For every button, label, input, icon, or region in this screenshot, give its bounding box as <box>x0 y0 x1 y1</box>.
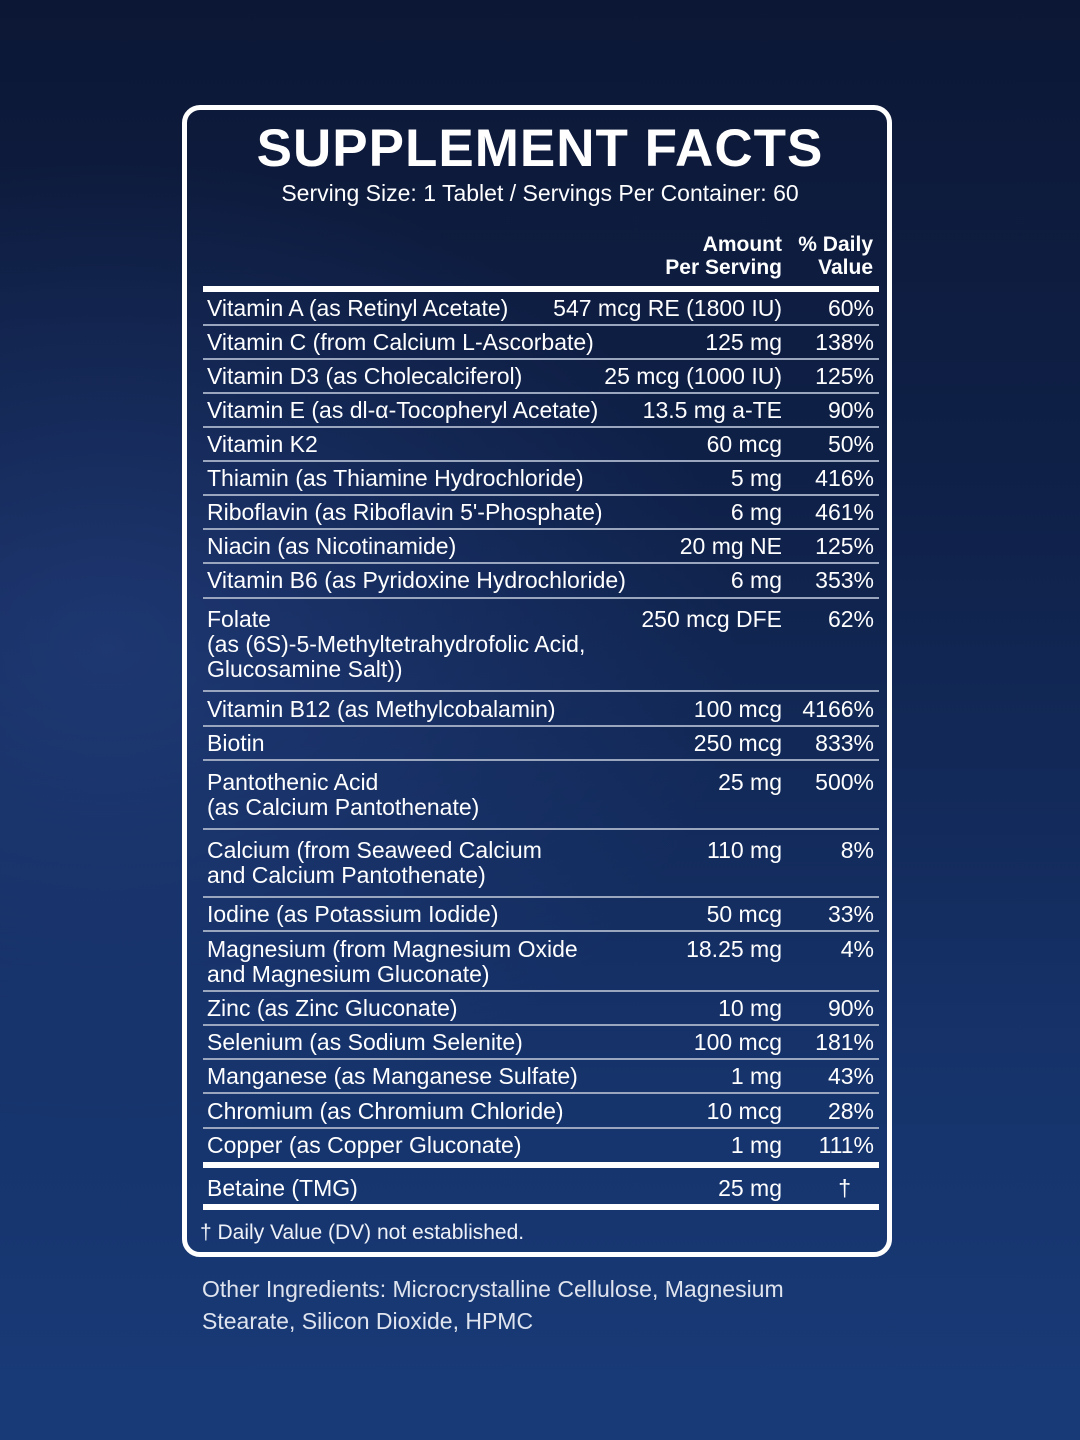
nutrient-daily-value: 43% <box>827 1063 874 1089</box>
nutrient-name: Magnesium (from Magnesium Oxide and Magnesium Gluconate) <box>207 936 578 987</box>
nutrient-amount: 20 mg NE <box>679 533 782 559</box>
nutrient-name: Vitamin B12 (as Methylcobalamin) <box>207 696 556 722</box>
nutrient-daily-value: 461% <box>815 499 874 525</box>
nutrient-daily-value: 60% <box>827 295 874 321</box>
row-divider <box>203 562 879 564</box>
row-divider <box>203 1024 879 1026</box>
nutrient-daily-value: 33% <box>827 901 874 927</box>
nutrient-daily-value: 4166% <box>802 696 874 722</box>
nutrient-name: Folate (as (6S)-5-Methyltetrahydrofolic Acid, Glucosamine Salt)) <box>207 606 586 682</box>
nutrient-daily-value: 90% <box>827 397 874 423</box>
nutrient-name: Calcium (from Seaweed Calcium and Calcium Pantothenate) <box>207 837 542 888</box>
nutrient-name: Chromium (as Chromium Chloride) <box>207 1098 564 1124</box>
row-divider <box>203 725 879 727</box>
row-divider <box>203 324 879 326</box>
nutrient-name: Vitamin B6 (as Pyridoxine Hydrochloride) <box>207 567 626 593</box>
other-ingredients: Other Ingredients: Microcrystalline Cellulose, Magnesium Stearate, Silicon Dioxide, HPMC <box>202 1276 784 1334</box>
nutrient-amount: 250 mcg DFE <box>641 606 782 632</box>
section-thick-divider <box>203 1162 879 1168</box>
nutrient-name: Zinc (as Zinc Gluconate) <box>207 995 458 1021</box>
nutrient-amount: 10 mcg <box>706 1098 782 1124</box>
row-divider <box>203 426 879 428</box>
nutrient-name: Pantothenic Acid (as Calcium Pantothenate) <box>207 769 480 820</box>
row-divider <box>203 597 879 599</box>
row-divider <box>203 358 879 360</box>
nutrient-daily-value: 62% <box>827 606 874 632</box>
row-divider <box>203 460 879 462</box>
nutrient-amount: 547 mcg RE (1800 IU) <box>553 295 782 321</box>
nutrient-name: Iodine (as Potassium Iodide) <box>207 901 499 927</box>
nutrient-amount: 1 mg <box>730 1132 782 1158</box>
nutrient-name: Betaine (TMG) <box>207 1175 358 1201</box>
nutrient-daily-value: 125% <box>815 363 874 389</box>
nutrient-daily-value: 4% <box>840 936 874 962</box>
nutrient-daily-value: 111% <box>818 1132 874 1158</box>
nutrient-amount: 6 mg <box>730 499 782 525</box>
nutrient-daily-value: 28% <box>827 1098 874 1124</box>
row-divider <box>203 1092 879 1094</box>
nutrient-name: Vitamin C (from Calcium L-Ascorbate) <box>207 329 594 355</box>
nutrient-name: Vitamin A (as Retinyl Acetate) <box>207 295 509 321</box>
nutrient-name: Vitamin K2 <box>207 431 318 457</box>
nutrient-daily-value: 90% <box>827 995 874 1021</box>
nutrient-name: Thiamin (as Thiamine Hydrochloride) <box>207 465 584 491</box>
nutrient-amount: 6 mg <box>730 567 782 593</box>
nutrient-amount: 13.5 mg a-TE <box>642 397 782 423</box>
row-divider <box>203 690 879 692</box>
nutrient-amount: 1 mg <box>730 1063 782 1089</box>
nutrient-name: Manganese (as Manganese Sulfate) <box>207 1063 578 1089</box>
nutrient-amount: 25 mcg (1000 IU) <box>604 363 782 389</box>
amount-per-serving-header: Amount Per Serving <box>665 233 782 279</box>
nutrient-amount: 250 mcg <box>693 730 782 756</box>
row-divider <box>203 528 879 530</box>
nutrient-daily-value: 8% <box>840 837 874 863</box>
nutrient-daily-value: 138% <box>815 329 874 355</box>
nutrient-amount: 100 mcg <box>693 1029 782 1055</box>
nutrient-daily-value: 833% <box>815 730 874 756</box>
row-divider <box>203 1058 879 1060</box>
dagger-mark: † <box>838 1175 851 1201</box>
row-divider <box>203 494 879 496</box>
daily-value-header: % Daily Value <box>798 233 873 279</box>
nutrient-name: Niacin (as Nicotinamide) <box>207 533 457 559</box>
nutrient-amount: 50 mcg <box>706 901 782 927</box>
row-divider <box>203 1127 879 1129</box>
nutrient-daily-value: 125% <box>815 533 874 559</box>
nutrient-amount: 5 mg <box>730 465 782 491</box>
nutrient-amount: 100 mcg <box>693 696 782 722</box>
row-divider <box>203 392 879 394</box>
nutrient-amount: 110 mg <box>706 837 782 863</box>
nutrient-daily-value: 181% <box>815 1029 874 1055</box>
row-divider <box>203 896 879 898</box>
nutrient-name: Biotin <box>207 730 265 756</box>
nutrient-name: Vitamin D3 (as Cholecalciferol) <box>207 363 523 389</box>
nutrient-daily-value: 500% <box>815 769 874 795</box>
row-divider <box>203 930 879 932</box>
header-thick-divider <box>203 286 879 292</box>
nutrient-amount: 60 mcg <box>706 431 782 457</box>
nutrient-name: Selenium (as Sodium Selenite) <box>207 1029 523 1055</box>
nutrient-name: Copper (as Copper Gluconate) <box>207 1132 522 1158</box>
label-title: SUPPLEMENT FACTS <box>256 119 824 178</box>
nutrient-daily-value: 353% <box>815 567 874 593</box>
nutrient-daily-value: 50% <box>827 431 874 457</box>
nutrient-name: Vitamin E (as dl-α-Tocopheryl Acetate) <box>207 397 599 423</box>
nutrient-amount: 125 mg <box>705 329 782 355</box>
serving-info: Serving Size: 1 Tablet / Servings Per Container: 60 <box>281 180 799 206</box>
nutrient-amount: 10 mg <box>718 995 782 1021</box>
bottom-thick-divider <box>203 1204 879 1210</box>
footnote: † Daily Value (DV) not established. <box>200 1221 525 1244</box>
nutrient-daily-value: 416% <box>815 465 874 491</box>
nutrient-amount: 25 mg <box>718 1175 782 1201</box>
row-divider <box>203 990 879 992</box>
nutrient-amount: 18.25 mg <box>686 936 782 962</box>
row-divider <box>203 759 879 761</box>
nutrient-name: Riboflavin (as Riboflavin 5'-Phosphate) <box>207 499 603 525</box>
nutrient-amount: 25 mg <box>718 769 782 795</box>
row-divider <box>203 828 879 830</box>
